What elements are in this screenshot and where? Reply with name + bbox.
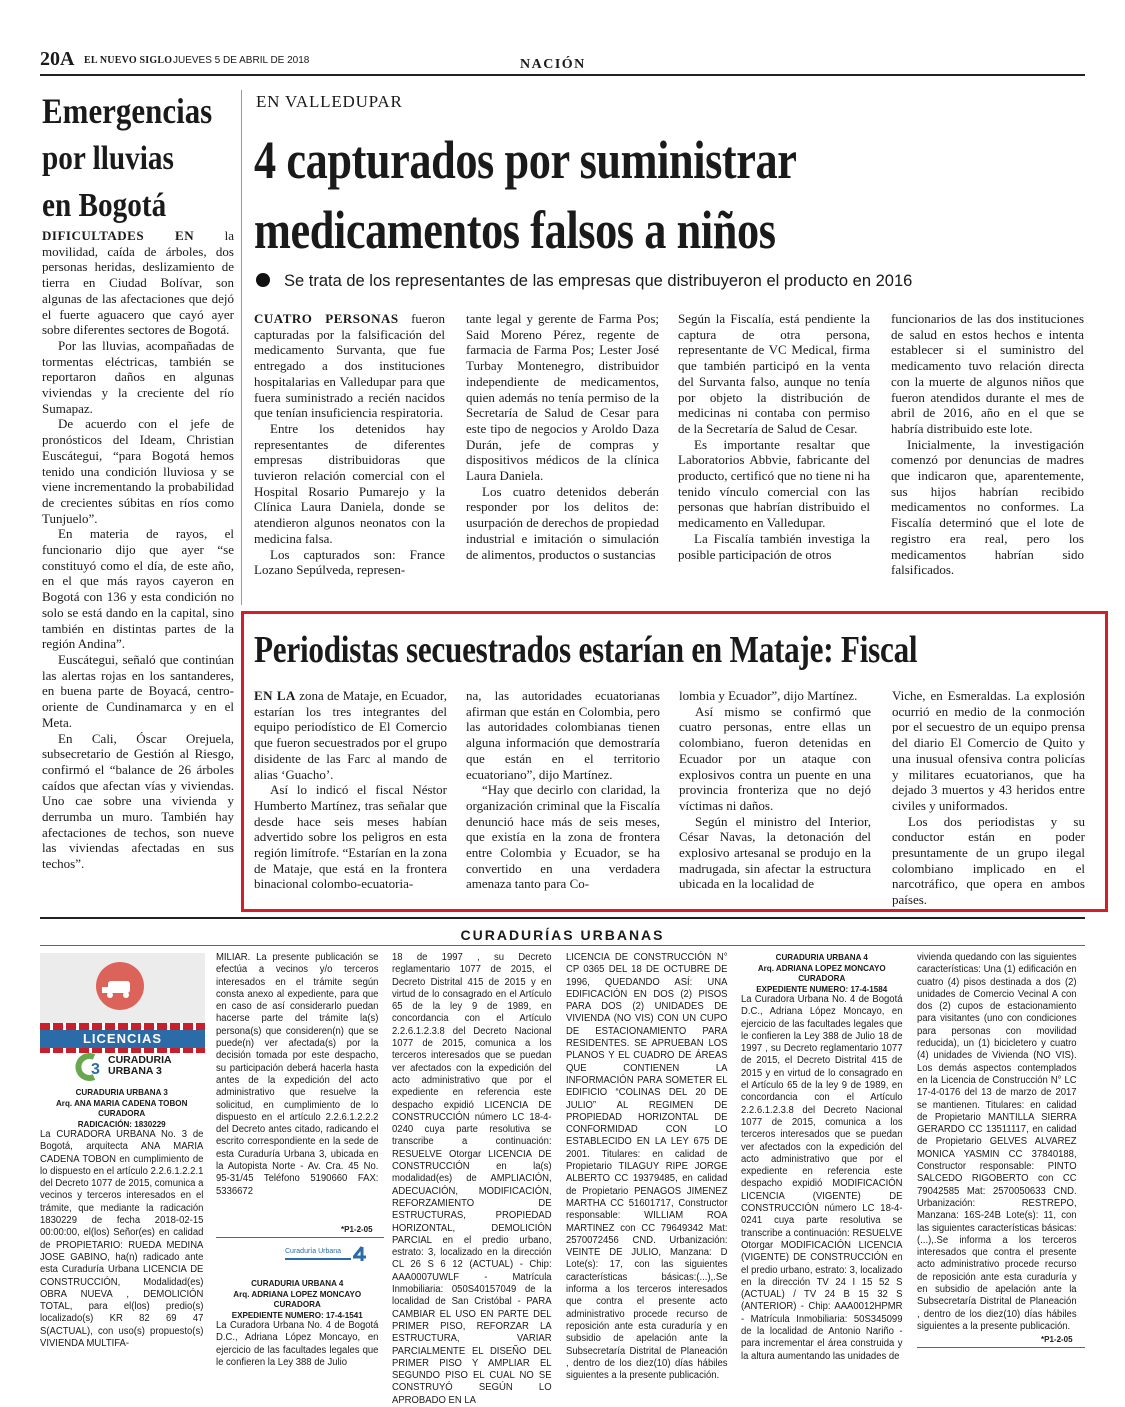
banner-stripe [40,1023,205,1030]
main-headline [254,125,943,265]
notice-2-continued: 18 de 1997 , su Decreto reglamentario 1077 de 2015, el Decreto Distrital 415 de 2015 y en virtud de lo consagrado en el Artículo 65 de la ley 9 de 1989, en concordancia con el Artículo 2.2.6.1.2.3.8 del Decreto Nacional 1077 de 2015, comunica a los terceros interesados que se puedan ver afectados con la expedición del acto administrativo que por el expediente en referencia este despacho expidió LICENCIA DE CONSTRUCCIÓN número LC 18-4-0240 cuya parte resolutiva se transcribe a continuación: RESUELVE Otorgar LICENCIA DE CONSTRUCCIÓN en la(s) modalidad(es) de AMPLIACIÓN, ADECUACIÓN, MODIFICACIÓN, REFORZAMIENTO DE ESTRUCTURAS, PROPIEDAD HORIZONTAL, DEMOLICIÓN PARCIAL en el predio urbano, estrato: 3, localizado en la dirección CL 26 S 6 12 (ACTUAL) - Chip: AAA0007UWLF - Matrícula Inmobiliaria: 050S40157049 de la localidad de San Cristóbal - PARA CAMBIAR EL USO EN PARTE DEL PRIMER PISO, REFORZAR LA ESTRUCTURA, VARIAR PARCIALMENTE EL DISEÑO DEL PRIMER PISO Y AMPLIAR EL SEGUNDO PISO EL CUAL NO SE CONSTRUYÓ SEGÚN LO APROBADO EN LA [392,952,552,1406]
licencias-banner [40,953,205,1023]
licencias-label: LICENCIAS [40,1030,205,1048]
side-title-line-1: Emergencias [42,91,213,131]
curaduria-3-logo [72,1052,192,1084]
side-title-line-3: en Bogotá [42,187,167,224]
box-paragraph: Los dos periodistas y su conductor están en poder presuntamente de un grupo ilegal colombiano implicado en el narcotráfico, que opera en ambos países. [892,813,1085,908]
box-paragraph: Viche, en Esmeraldas. La explosión ocurrió en medio de la conmoción por el secuestro de un equipo prensa del diario El Comercio de Quito y una inusual ofensiva contra policías y militares ecuatorianos, que ha dejado 3 muertos y 43 heridos entre civiles y uniformados. [892,688,1085,813]
side-article-body [42,228,234,872]
notice-3: CURADURIA URBANA 4 Arq. ADRIANA LOPEZ MONCAYO CURADORA EXPEDIENTE NUMERO: 17-4-1584 La Curadora Urbana No. 4 de Bogotá D.C., Adriana López Moncayo, en ejercicio de las facultades legales que le confieren la Ley 388 de Julio 18 de 1997 , su Decreto reglamentario 1077 de 2015, el Decreto Distrital 415 de 2015 y en virtud de lo consagrado en el Artículo 65 de la ley 9 de 1989, en concordancia con el Artículo 2.2.6.1.2.3.8 del Decreto Nacional 1077 de 2015, comunica a los terceros interesados que se puedan ver afectados con la expedición del acto administrativo que por el expediente en referencia este despacho expidió MODIFICACIÓN LICENCIA (VIGENTE) DE CONSTRUCCIÓN número LC 18-4-0241 cuya parte resolutiva se transcribe a continuación: RESUELVE Otorgar MODIFICACIÓN LICENCIA (VIGENTE) DE CONSTRUCCIÓN en el predio urbano, estrato: 3, localizado en la dirección TV 24 I 15 52 S (ACTUAL) / TV 24 B 15 32 S (ANTERIOR) - Chip: AAA0012HPMR - Matrícula Inmobiliaria: 50S345099 de la localidad de Antonio Nariño - para incrementar el área construida y la altura aumentando las unidades de [741,952,903,1362]
notice-body: La Curadora Urbana No. 4 de Bogotá D.C., Adriana López Moncayo, en ejercicio de las facultades legales que le confieren la Ley 388 de Julio 18 de 1997 , su Decreto reglamentario 1077 de 2015, el Decreto Distrital 415 de 2015 y en virtud de lo consagrado en el Artículo 65 de la ley 9 de 1989, en concordancia con el Artículo 2.2.6.1.2.3.8 del Decreto Nacional 1077 de 2015, comunica a los terceros interesados que se puedan ver afectados con la expedición del acto administrativo que por el expediente en referencia este despacho expidió MODIFICACIÓN LICENCIA (VIGENTE) DE CONSTRUCCIÓN número LC 18-4-0241 cuya parte resolutiva se transcribe a continuación: RESUELVE Otorgar MODIFICACIÓN LICENCIA (VIGENTE) DE CONSTRUCCIÓN en el predio urbano, estrato: 3, localizado en la dirección TV 24 I 15 52 S (ACTUAL) / TV 24 B 15 32 S (ANTERIOR) - Chip: AAA0012HPMR - Matrícula Inmobiliaria: 50S345099 de la localidad de Antonio Nariño - para incrementar el área construida y la altura aumentando las unidades de [741,994,903,1362]
logo-text: CURADURIA URBANA 3 [108,1054,172,1077]
main-paragraph: Es importante resaltar que Laboratorios Abbvie, fabricante del producto, certificó que no tiene ni ha tenido vínculo comercial con las personas que habrían distribuido el medicamento en Valledupar. [678,436,870,531]
c3-logo-icon [72,1052,104,1082]
bullet-icon [256,273,270,287]
box-column-2 [466,688,660,892]
box-column-1 [254,688,447,892]
main-paragraph: Los capturados son: France Lozano Sepúlveda, represen- [254,546,445,578]
box-column-3 [679,688,871,892]
notice-mark: *P1-2-05 [341,1225,373,1234]
main-paragraph: Los cuatro detenidos deberán responder por los delitos de: usurpación de derechos de propiedad industrial e imitación o simulación de alimentos, productos o sustancias [466,483,659,562]
notice-body: La CURADORA URBANA No. 3 de Bogotá, arquitecta ANA MARIA CADENA TOBON en cumplimiento de lo dispuesto en el artículo 2.2.6.1.2.2.1 del Decreto 1077 de 2015, comunica a vecinos y terceros interesados en el trámite, que mediante la radicación 1830229 de fecha 2018-02-15 00:00:00, el(los) Señor(es) en calidad de PROPIETARIO: RUEDA MEDINA JOSE GABINO, ha(n) radicado ante esta Curaduría Urbana LICENCIA DE CONSTRUCCIÓN, Modalidad(es) OBRA NUEVA , DEMOLICIÓN TOTAL, para el(los) predio(s) localizado(s) KR 82 69 47 S(ACTUAL), con uso(s) propuesto(s) VIVIENDA MULTIFA- [40,1129,204,1350]
side-title-line-2: por lluvias [42,140,174,177]
notice-1: CURADURIA URBANA 3 Arq. ANA MARIA CADENA TOBON CURADORA RADICACIÓN: 1830229 La CURADORA URBANA No. 3 de Bogotá, arquitecta ANA MARIA CADENA TOBON en cumplimiento de lo dispuesto en el artículo 2.2.6.1.2.2.1 del Decreto 1077 de 2015, comunica a vecinos y terceros interesados en el trámite, que mediante la radicación 1830229 de fecha 2018-02-15 00:00:00, el(los) Señor(es) en calidad de PROPIETARIO: RUEDA MEDINA JOSE GABINO, ha(n) radicado ante esta Curaduría Urbana LICENCIA DE CONSTRUCCIÓN, Modalidad(es) OBRA NUEVA , DEMOLICIÓN TOTAL, para el(los) predio(s) localizado(s) KR 82 69 47 S(ACTUAL), con uso(s) propuesto(s) VIVIENDA MULTIFA- [40,1087,204,1350]
main-paragraph: Inicialmente, la investigación comenzó por denuncias de madres que indicaron que, aparentemente, sus hijos habrían recibido medicamentos no conformes. La Fiscalía determinó que el lote de registro era real, pero los medicamentos habrían sido falsificados. [891,436,1084,578]
notice-2: CURADURIA URBANA 4 Arq. ADRIANA LOPEZ MONCAYO CURADORA EXPEDIENTE NUMERO: 17-4-1541 La Curadora Urbana No. 4 de Bogotá D.C., Adriana López Moncayo, en ejercicio de las facultades legales que le confieren la Ley 388 de Julio [216,1278,379,1368]
main-lead: CUATRO PERSONAS [254,311,399,326]
box-paragraph: lombia y Ecuador”, dijo Martínez. [679,688,858,703]
notice-divider [917,1347,1085,1348]
curadurias-rule [40,917,1085,919]
box-paragraph: Así lo indicó el fiscal Néstor Humberto Martínez, tras señalar que desde hace seis meses habían advertido sobre los peligros en esta región limítrofe. “Estarían en la zona de Mataje, que está en la frontera binacional colombo-ecuatoria- [254,782,447,892]
main-paragraph: CUATRO PERSONAS fueron capturadas por la falsificación del medicamento Survanta, que fue entregado a dos instituciones hospitalarias en Valledupar para que fuera suministrado a recién nacidos que tenían insuficiencia respiratoria. [254,311,445,421]
main-column-3 [678,311,870,562]
notice-2-continued-2: LICENCIA DE CONSTRUCCIÓN N° CP 0365 DEL 18 DE OCTUBRE DE 1996, QUEDANDO ASÍ: UNA EDIFICACIÓN EN DOS (2) PISOS PARA DOS (2) UNIDADES DE VIVIENDA (NO VIS) CON UN CUPO DE ESTACIONAMIENTO PARA RESIDENTES. SE APRUEBAN LOS PLANOS Y EL CUADRO DE ÁREAS QUE CONTIENEN LA INFORMACIÓN PARA SOMETER EL EDIFICIO “COLINAS DEL 20 DE JULIO” AL REGIMEN DE PROPIEDAD HORIZONTAL DE CONFORMIDAD CON LO ESTABLECIDO EN LA LEY 675 DE 2001. Titulares: en calidad de Propietario TILAGUY RIPE JORGE ALBERTO CC 19379485, en calidad de Propietario PENAGOS JIMENEZ MARTHA CC 51601717, Constructor responsable: WILLIAM ROA MARTINEZ con CC 79649342 Mat: 2570072456 CND. Urbanización: VEINTE DE JULIO, Manzana: D Lote(s): 17, con las siguientes características básicas:(...),.Se informa a los terceros interesados que contra el presente acto administrativo procede recurso de reposición ante esta curaduría y en subsidio de apelación ante la Subsecretaría Distrital de Planeación , dentro de los diez(10) días hábiles siguientes a la presente publicación. [566,952,728,1382]
page-number: 20A [40,48,75,70]
box-paragraph: Así mismo se confirmó que cuatro personas, entre ellas un colombiano, fueron detenidas en Ecuador por un ataque con explosivos contra un puente en una provincia fronteriza que no dejó víctimas ni daños. [679,703,871,813]
column-divider [241,90,242,605]
main-column-4 [891,311,1084,578]
notice-body: La Curadora Urbana No. 4 de Bogotá D.C., Adriana López Moncayo, en ejercicio de las facultades legales que le confieren la Ley 388 de Julio [216,1320,379,1368]
box-paragraph: EN LA zona de Mataje, en Ecuador, estarían los tres integrantes del equipo periodístico de El Comercio que fueron secuestrados por el grupo disidente de las Farc al mando de alias ‘Guacho’. [254,688,447,782]
curadurias-title: CURADURÍAS URBANAS [460,927,665,943]
main-paragraph: funcionarios de las dos instituciones de salud en estos hechos e intenta establecer si el suministro del medicamento tuvo relación directa con la muerte de algunos niños que fueron atendidos durante el mes de abril de 2016, año en el que se habría distribuido este lote. [891,311,1084,436]
notice-mark: *P1-2-05 [1041,1335,1073,1344]
notice-3-continued: vivienda quedando con las siguientes características: Una (1) edificación en cuatro (4) pisos destinada a dos (2) unidades de Comercio Vecinal A con dos (2) cupos de estacionamiento para visitantes (uno con condiciones para personas con movilidad reducida), un (1) bicicletero y cuatro (4) unidades de Vivienda (NO VIS). Los demás aspectos contemplados en la Licencia de Construcción N° LC 17-4-0176 del 13 de marzo de 2017 se mantienen. Titulares: en calidad de Propietario MANTILLA SIERRA GERARDO CC 13511117, en calidad de Propietario GELVES ALVAREZ MONICA YASMIN CC 37840188, Constructor responsable: PINTO SALCEDO RIGOBERTO con CC 79042585 Mat: 2570050633 CND. Urbanización: RESTREPO, Manzana: 16S-24B Lote(s): 11, con las siguientes características básicas:(...),.Se informa a los terceros interesados que contra el presente acto administrativo procede recurso de reposición ante esta curaduría y en subsidio de apelación ante la Subsecretaría Distrital de Planeación , dentro de los diez(10) días hábiles siguientes a la presente publicación. [917,952,1077,1332]
header-rule [40,74,1085,76]
main-paragraph: Entre los detenidos hay representantes de diferentes empresas distribuidoras que tuvieron relación comercial con el Hospital Rosario Pumarejo y la Clínica Laura Daniela, donde se atendieron algunos neonatos con la medicina falsa. [254,420,445,546]
curaduria-4-logo: Curaduría Urbana [285,1246,375,1266]
notice-divider [216,1237,384,1238]
box-paragraph: Según el ministro del Interior, César Navas, la detonación del explosivo artesanal se produjo en la madrugada, sin afectar la estructura ubicada en la localidad de [679,813,871,892]
box-lead: EN LA [254,688,296,703]
main-paragraph: tante legal y gerente de Farma Pos; Said Moreno Pérez, regente de farmacia de Farma Pos; Lester José Turbay Montenegro, distribuidor independiente de medicamentos, quien además no tenía permiso de la Secretaría de Salud de Cesar para este tipo de negocios y Aroldo Daza Durán, jefe de compras y dispositivos médicos de la clínica Laura Daniela. [466,311,659,484]
newspaper-name: EL NUEVO SIGLO [84,55,173,66]
side-paragraph: En materia de rayos, el funcionario dijo que ayer “se constituyó como el día, de este año, en el que más rayos cayeron en Bogotá con 136 y esta condición no solo se está dando en la capital, sino también en distintas partes de la región Andina”. [42,526,234,652]
main-headline-line-2: medicamentos falsos a niños [254,200,776,260]
main-subhead: Se trata de los representantes de las empresas que distribuyeron el producto en 2016 [256,272,912,291]
issue-date: JUEVES 5 DE ABRIL DE 2018 [173,55,310,66]
svg-text:3: 3 [91,1061,100,1078]
side-lead: DIFICULTADES EN [42,228,195,243]
box-paragraph: na, las autoridades ecuatorianas afirman que están en Colombia, pero las autoridades colombianas tienen alguna información que demostraría que están en el territorio ecuatoriano”, dijo Martínez. [466,688,660,782]
curadurias-rule-bottom [40,945,1085,946]
main-kicker: EN VALLEDUPAR [256,92,403,111]
side-paragraph: DIFICULTADES EN la movilidad, caída de árboles, dos personas heridas, deslizamiento de tierra en Ciudad Bolívar, son algunas de las afectaciones que dejó el fuerte aguacero que cayó ayer sobre diferentes sectores de Bogotá. [42,228,234,338]
box-column-4 [892,688,1085,908]
box-paragraph: “Hay que decirlo con claridad, la organización criminal que la Fiscalía denunció hace más de seis meses, que existía en la zona de frontera entre Colombia y Ecuador, se ha convertido en una verdadera amenaza tanto para Co- [466,782,660,892]
main-headline-line-1: 4 capturados por suministrar [254,130,797,190]
box-headline: Periodistas secuestrados estarían en Mataje: Fiscal [254,629,918,671]
main-paragraph: La Fiscalía también investiga la posible participación de otros [678,530,870,562]
side-article-title [42,88,214,229]
side-paragraph: Euscátegui, señaló que continúan las alertas rojas en los santanderes, en buena parte de Boyacá, centro-oriente de Cundinamarca y en el Meta. [42,651,234,730]
side-paragraph: De acuerdo con el jefe de pronósticos del Ideam, Christian Euscátegui, “para Bogotá hemos tenido una condición lluviosa y se viene incrementando la probabilidad de crecientes súbitas en ríos como Tunjuelo”. [42,416,234,526]
side-paragraph: En Cali, Óscar Orejuela, subsecretario de Gestión al Riesgo, confirmó el “balance de 26 árboles caídos que afectan vías y viviendas. Uno cae sobre una vivienda y derrumba un muro. También hay afectaciones de techos, son nueve las viviendas afectadas en sus techos”. [42,730,234,872]
side-paragraph: Por las lluvias, acompañadas de tormentas eléctricas, también se reportaron daños en algunas viviendas y la creciente del río Sumapaz. [42,337,234,416]
mixer-truck-icon [40,953,205,1023]
section-name: NACIÓN [520,57,586,72]
c4-logo-icon [353,1246,367,1262]
main-column-2 [466,311,659,562]
notice-1-continued: MILIAR. La presente publicación se efectúa a vecinos y/o terceros interesados en el trámite según consta anexo al expediente, para que en caso de así considerarlo puedan hacerse parte del trámite la(s) persona(s) que consideren(n) que se puede(n) ver afectada(s) por la decisión tomada por este despacho, su participación deberá hacerla hasta antes de la expedición del acto administrativo que resuelve la solicitud, en cumplimiento de lo dispuesto en el artículo 2.2.6.1.2.2.2 del Decreto antes citado, radicando el escrito correspondiente en la sede de esta Curaduría Urbana 3, ubicada en la Autopista Norte - Av. Cra. 45 No. 95-31/45 Teléfono 5190660 FAX: 5336672 [216,952,379,1197]
main-paragraph: Según la Fiscalía, está pendiente la captura de otra persona, representante de VC Medical, firma que también participó en la venta del Survanta falso, aunque no tenía por objeto la distribución de medicinas ni contaba con permiso de la Secretaría de Salud de Cesar. [678,311,870,436]
main-column-1 [254,311,445,578]
